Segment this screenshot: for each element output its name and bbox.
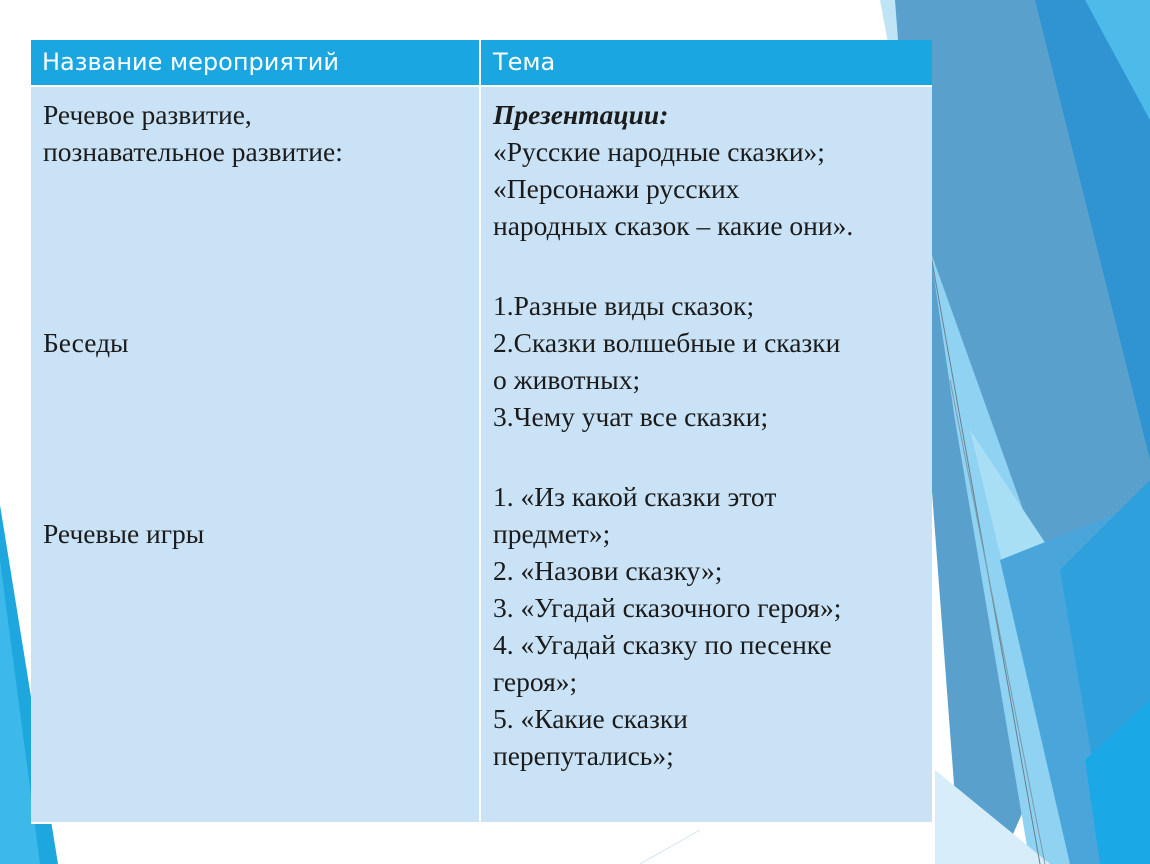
topic-line: 2.Сказки волшебные и сказки [493, 327, 841, 358]
event-speech-development: Речевое развитие, [43, 99, 252, 130]
topic-line: «Персонажи русских [493, 173, 740, 204]
event-talks: Беседы [43, 327, 129, 358]
topic-line: 4. «Угадай сказку по песенке [493, 629, 832, 660]
topics-cell [481, 87, 932, 822]
events-table [31, 40, 932, 824]
topic-line: 1. «Из какой сказки этот [493, 481, 777, 512]
events-cell [31, 87, 479, 822]
topic-line: народных сказок – какие они». [493, 210, 854, 241]
topic-line: предмет»; [493, 518, 611, 549]
header-topic: Тема [481, 40, 932, 85]
topic-line: о животных; [493, 364, 641, 395]
topic-line: «Русские народные сказки»; [493, 136, 825, 167]
header-events: Название мероприятий [31, 40, 479, 85]
event-speech-games: Речевые игры [43, 518, 205, 549]
presentations-title: Презентации: [493, 99, 669, 130]
topic-line: 1.Разные виды сказок; [493, 290, 755, 321]
topic-line: перепутались»; [493, 740, 674, 771]
topic-line: 5. «Какие сказки [493, 703, 688, 734]
topic-line: 2. «Назови сказку»; [493, 555, 723, 586]
topic-line: героя»; [493, 666, 578, 697]
topic-line: 3. «Угадай сказочного героя»; [493, 592, 842, 623]
event-cognitive-development: познавательное развитие: [43, 136, 343, 167]
topic-line: 3.Чему учат все сказки; [493, 401, 769, 432]
